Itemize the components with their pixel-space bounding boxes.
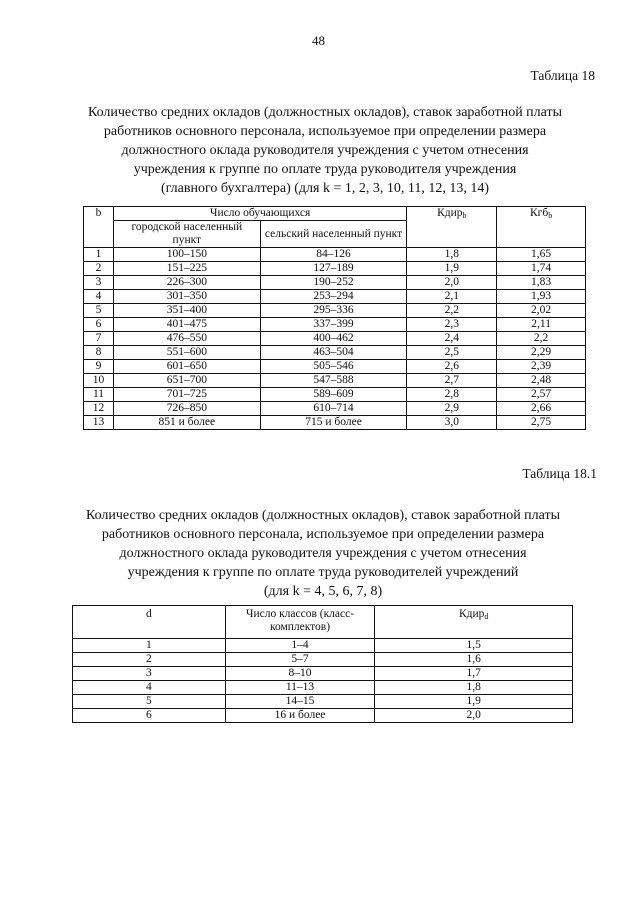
table-row <box>84 332 586 346</box>
cell-classes: 11–13 <box>225 681 375 695</box>
cell-d: 1 <box>73 639 226 653</box>
caption-line: учреждения к группе по оплате труда руководителя учреждения <box>133 162 517 177</box>
cell-urban: 351–400 <box>113 304 260 318</box>
cell-kgb: 2,66 <box>497 402 586 416</box>
cell-b: 10 <box>84 374 114 388</box>
cell-kdir: 1,5 <box>375 639 573 653</box>
cell-rural: 253–294 <box>260 290 407 304</box>
cell-rural: 715 и более <box>260 416 407 430</box>
cell-classes: 8–10 <box>225 667 375 681</box>
table-row <box>84 346 586 360</box>
table-row <box>84 360 586 374</box>
cell-kgb: 2,57 <box>497 388 586 402</box>
header-kdir-d <box>375 606 573 639</box>
table-row <box>73 709 573 723</box>
header-classes: Число классов (класс-комплектов) <box>225 606 375 639</box>
cell-urban: 151–225 <box>113 262 260 276</box>
cell-rural: 295–336 <box>260 304 407 318</box>
cell-kdir: 2,4 <box>407 332 497 346</box>
cell-kgb: 2,29 <box>497 346 586 360</box>
cell-urban: 601–650 <box>113 360 260 374</box>
page-number: 48 <box>312 33 325 48</box>
cell-kgb: 1,93 <box>497 290 586 304</box>
header-b: b <box>84 207 114 248</box>
table-row <box>84 290 586 304</box>
header-students: Число обучающихся <box>113 207 406 221</box>
table-row <box>84 416 586 430</box>
table-row <box>73 639 573 653</box>
cell-rural: 610–714 <box>260 402 407 416</box>
cell-b: 5 <box>84 304 114 318</box>
cell-kgb: 2,11 <box>497 318 586 332</box>
cell-rural: 400–462 <box>260 332 407 346</box>
cell-kdir: 1,8 <box>407 248 497 262</box>
cell-d: 5 <box>73 695 226 709</box>
cell-kdir: 2,9 <box>407 402 497 416</box>
cell-kgb: 2,2 <box>497 332 586 346</box>
cell-b: 13 <box>84 416 114 430</box>
cell-urban: 726–850 <box>113 402 260 416</box>
cell-kgb: 2,75 <box>497 416 586 430</box>
cell-b: 9 <box>84 360 114 374</box>
header-urban: городской населенный пункт <box>113 221 260 248</box>
cell-b: 8 <box>84 346 114 360</box>
cell-b: 6 <box>84 318 114 332</box>
cell-rural: 84–126 <box>260 248 407 262</box>
header-kgb-subscript: b <box>548 211 553 220</box>
header-kgb-text: Кгб <box>529 207 549 219</box>
caption-line: должностного оклада руководителя учреждения с учетом отнесения <box>119 546 527 561</box>
table-18 <box>83 206 586 430</box>
cell-d: 4 <box>73 681 226 695</box>
caption-line: работников основного персонала, используемое при определении размера <box>101 527 545 542</box>
header-kdir-d-subscript: d <box>484 612 489 621</box>
cell-rural: 337–399 <box>260 318 407 332</box>
cell-kgb: 1,65 <box>497 248 586 262</box>
caption-line: (для k = 4, 5, 6, 7, 8) <box>263 584 383 599</box>
cell-classes: 14–15 <box>225 695 375 709</box>
cell-rural: 190–252 <box>260 276 407 290</box>
cell-kdir: 2,3 <box>407 318 497 332</box>
cell-urban: 401–475 <box>113 318 260 332</box>
cell-urban: 651–700 <box>113 374 260 388</box>
cell-kdir: 1,8 <box>375 681 573 695</box>
cell-kgb: 2,39 <box>497 360 586 374</box>
table-row <box>84 276 586 290</box>
cell-urban: 551–600 <box>113 346 260 360</box>
table-row <box>84 318 586 332</box>
table-row <box>84 388 586 402</box>
cell-rural: 589–609 <box>260 388 407 402</box>
table-row <box>84 402 586 416</box>
cell-urban: 851 и более <box>113 416 260 430</box>
cell-kdir: 1,6 <box>375 653 573 667</box>
cell-classes: 1–4 <box>225 639 375 653</box>
cell-rural: 547–588 <box>260 374 407 388</box>
cell-urban: 301–350 <box>113 290 260 304</box>
header-kdir-subscript: b <box>462 211 467 220</box>
cell-b: 4 <box>84 290 114 304</box>
table-18-1 <box>72 605 573 723</box>
table-row <box>84 248 586 262</box>
table-18-caption <box>60 103 590 198</box>
header-d: d <box>73 606 226 639</box>
cell-b: 1 <box>84 248 114 262</box>
cell-urban: 226–300 <box>113 276 260 290</box>
cell-kdir: 2,6 <box>407 360 497 374</box>
cell-kgb: 2,48 <box>497 374 586 388</box>
header-kdir-d-text: Кдир <box>458 608 485 620</box>
cell-d: 3 <box>73 667 226 681</box>
cell-kgb: 1,74 <box>497 262 586 276</box>
header-kdir <box>407 207 497 248</box>
cell-kdir: 2,0 <box>407 276 497 290</box>
cell-classes: 16 и более <box>225 709 375 723</box>
cell-urban: 701–725 <box>113 388 260 402</box>
cell-rural: 463–504 <box>260 346 407 360</box>
caption-line: работников основного персонала, используемое при определении размера <box>103 124 547 139</box>
caption-line: Количество средних окладов (должностных окладов), ставок заработной платы <box>87 105 563 120</box>
cell-urban: 476–550 <box>113 332 260 346</box>
cell-kdir: 2,0 <box>375 709 573 723</box>
cell-b: 12 <box>84 402 114 416</box>
table-row <box>73 667 573 681</box>
table-row <box>73 653 573 667</box>
table-row <box>73 695 573 709</box>
cell-b: 7 <box>84 332 114 346</box>
header-kgb <box>497 207 586 248</box>
cell-kdir: 2,2 <box>407 304 497 318</box>
caption-line: учреждения к группе по оплате труда руководителей учреждений <box>127 565 519 580</box>
cell-classes: 5–7 <box>225 653 375 667</box>
header-kdir-text: Кдир <box>437 207 463 219</box>
cell-b: 2 <box>84 262 114 276</box>
cell-kdir: 1,9 <box>407 262 497 276</box>
table-row <box>84 374 586 388</box>
cell-kdir: 2,5 <box>407 346 497 360</box>
caption-line: должностного оклада руководителя учреждения с учетом отнесения <box>121 143 529 158</box>
cell-kdir: 1,7 <box>375 667 573 681</box>
cell-rural: 505–546 <box>260 360 407 374</box>
table-row <box>84 304 586 318</box>
table-18-1-label: Таблица 18.1 <box>522 466 597 481</box>
cell-kdir: 2,7 <box>407 374 497 388</box>
cell-kgb: 2,02 <box>497 304 586 318</box>
cell-kdir: 2,8 <box>407 388 497 402</box>
cell-kdir: 3,0 <box>407 416 497 430</box>
cell-rural: 127–189 <box>260 262 407 276</box>
cell-d: 2 <box>73 653 226 667</box>
cell-b: 3 <box>84 276 114 290</box>
caption-line: (главного бухгалтера) (для k = 1, 2, 3, 10, 11, 12, 13, 14) <box>160 181 489 196</box>
cell-b: 11 <box>84 388 114 402</box>
caption-line: Количество средних окладов (должностных окладов), ставок заработной платы <box>85 508 561 523</box>
cell-kdir: 2,1 <box>407 290 497 304</box>
cell-kgb: 1,83 <box>497 276 586 290</box>
header-rural: сельский населенный пункт <box>260 221 407 248</box>
table-18-label: Таблица 18 <box>530 68 595 83</box>
table-row <box>84 262 586 276</box>
table-row <box>73 681 573 695</box>
table-18-1-caption <box>58 506 588 601</box>
cell-d: 6 <box>73 709 226 723</box>
cell-urban: 100–150 <box>113 248 260 262</box>
cell-kdir: 1,9 <box>375 695 573 709</box>
